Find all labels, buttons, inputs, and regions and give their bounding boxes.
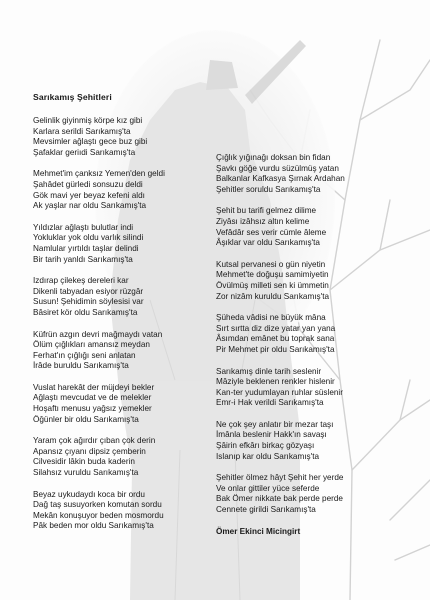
stanza [216,473,416,515]
verse-line: Yıldızlar ağlaştı bulutlar indi [33,222,134,232]
verse-line: Apansız çıyanı dipsiz çemberin [33,446,146,456]
verse-line: Bâsiret kör oldu Sarıkamış'ta [33,307,138,317]
verse-line: Ferhat'ın çığlığı seni anlatan [33,350,136,360]
verse-line: Cennete girildi Sarıkamış'ta [216,505,316,515]
stanza [216,206,416,248]
stanza [33,116,223,158]
poem-right-column [216,153,416,537]
verse-line: Kutsal pervanesi o gün niyetin [216,259,326,269]
poem-left-column [33,116,223,543]
verse-line: Vefâdâr ses verir cümle âleme [216,227,327,237]
verse-line: Bak Ömer nikkate bak perde perde [216,494,343,504]
verse-line: Ak yaşlar nar oldu Sarıkamış'ta [33,201,147,211]
verse-line: Islanıp kar oldu Sarıkamış'ta [216,451,320,461]
verse-line: Beyaz uykudaydı koca bir ordu [33,489,145,499]
verse-line: Gök mavi yer beyaz kefeni aldı [33,190,145,200]
stanza [33,276,223,318]
stanza [216,260,416,302]
verse-line: Ziyâsı izâhsız altın kelime [216,216,310,226]
verse-line: Âsımdan emânet bu toprak sana [216,334,335,344]
verse-line: Silahsız vuruldu Sarıkamış'ta [33,468,139,478]
verse-line: Ve onlar gittiler yüce seferde [216,483,320,493]
verse-line: Çığlık yığınağı doksan bin fidan [216,153,331,162]
verse-line: Mekân konuşuyor beden mosmordu [33,510,164,520]
verse-line: Izdırap çilekeş dereleri kar [33,276,129,286]
verse-line: Öğünler bir oldu Sarıkamış'ta [33,414,139,424]
verse-line: Şehit bu tarifi gelmez dilime [216,206,317,216]
author-signature: Ömer Ekinci Micingirt [216,526,301,536]
verse-line: Yokluklar yok oldu varlık silindi [33,233,144,243]
stanza [33,383,223,425]
verse-line: Şahâdet gürledi sonsuzu deldi [33,179,143,189]
verse-line: İmânla beslenir Hakk'ın savaşı [216,430,327,440]
verse-line: Dikenli tabyadan esiyor rüzgâr [33,286,144,296]
stanza [33,490,223,532]
verse-line: Ölüm çığlıkları amansız meydan [33,340,150,350]
verse-line: Sırt sırtta diz dize yatar yan yana [216,323,336,333]
verse-line: Mevsimler ağlaştı gece buz gibi [33,137,148,147]
verse-line: Sarıkamış dinle tarih seslenir [216,366,322,376]
verse-line: Küfrün azgın devri mağmaydı vatan [33,329,163,339]
stanza [216,367,416,409]
verse-line: Şehitler soruldu Sarıkamış'ta [216,184,321,194]
verse-line: Ne çok şey anlatır bir mezar taşı [216,419,334,429]
verse-line: Şâirin efkârı birkaç gözyaşı [216,441,315,451]
verse-line: Dağ taş susuyorken komutan sordu [33,500,162,510]
verse-line: Balkanlar Kafkasya Şırnak Ardahan [216,174,345,184]
verse-line: Âşıklar var oldu Sarıkamış'ta [216,238,320,248]
verse-line: Karlara serildi Sarıkamış'ta [33,126,131,136]
verse-line: Namlular yırtıldı taşlar delindi [33,243,139,253]
verse-line: Pir Mehmet pir oldu Sarıkamış'ta [216,344,335,354]
verse-line: Pâk beden mor oldu Sarıkamış'ta [33,521,154,531]
stanza [216,420,416,462]
verse-line: Bir tarih yanldı Sarıkamış'ta [33,254,133,264]
stanza [33,436,223,478]
stanza [216,313,416,355]
verse-line: Vuslat harekât der müjdeyi bekler [33,382,155,392]
stanza [33,223,223,265]
verse-line: Kan-ter yudumlayan ruhlar süslenir [216,387,343,397]
verse-line: Emr-i Hak verildi Sarıkamış'ta [216,398,324,408]
verse-line: Şafaklar geriıdi Sarıkamış'ta [33,147,136,157]
verse-line: Cilvesidir lâkin buda kaderin [33,457,135,467]
verse-line: Şavkı göğe vurdu süzülmüş yatan [216,163,339,173]
verse-line: Gelinlik giyinmiş körpe kız gibi [33,116,143,125]
stanza [216,153,416,195]
stanza [33,169,223,211]
verse-line: Zor nizâm kuruldu Sarıkamış'ta [216,291,330,301]
verse-line: Şehitler ölmez hâyt Şehit her yerde [216,473,344,483]
verse-line: Ağlaştı mevcudat ve de melekler [33,393,152,403]
poem-title: Sarıkamış Şehitleri [33,92,112,102]
verse-line: Susun! Şehidimin söylesisi var [33,297,144,307]
verse-line: Mehmet'te doğuşu samimiyetin [216,270,329,280]
verse-line: Mâziyle beklenen renkler hislenir [216,377,335,387]
stanza [33,330,223,372]
verse-line: Hoşaftı menusu yağsız yemekler [33,404,152,414]
verse-line: Yaram çok ağırdır çıban çok derin [33,436,156,446]
verse-line: Mehmet'im çanksız Yemen'den geldi [33,169,165,179]
verse-line: Övülmüş milleti sen ki ümmetin [216,280,329,290]
verse-line: İrâde buruldu Sarıkamış'ta [33,361,129,371]
verse-line: Şüheda vâdisi ne büyük mâna [216,313,326,323]
